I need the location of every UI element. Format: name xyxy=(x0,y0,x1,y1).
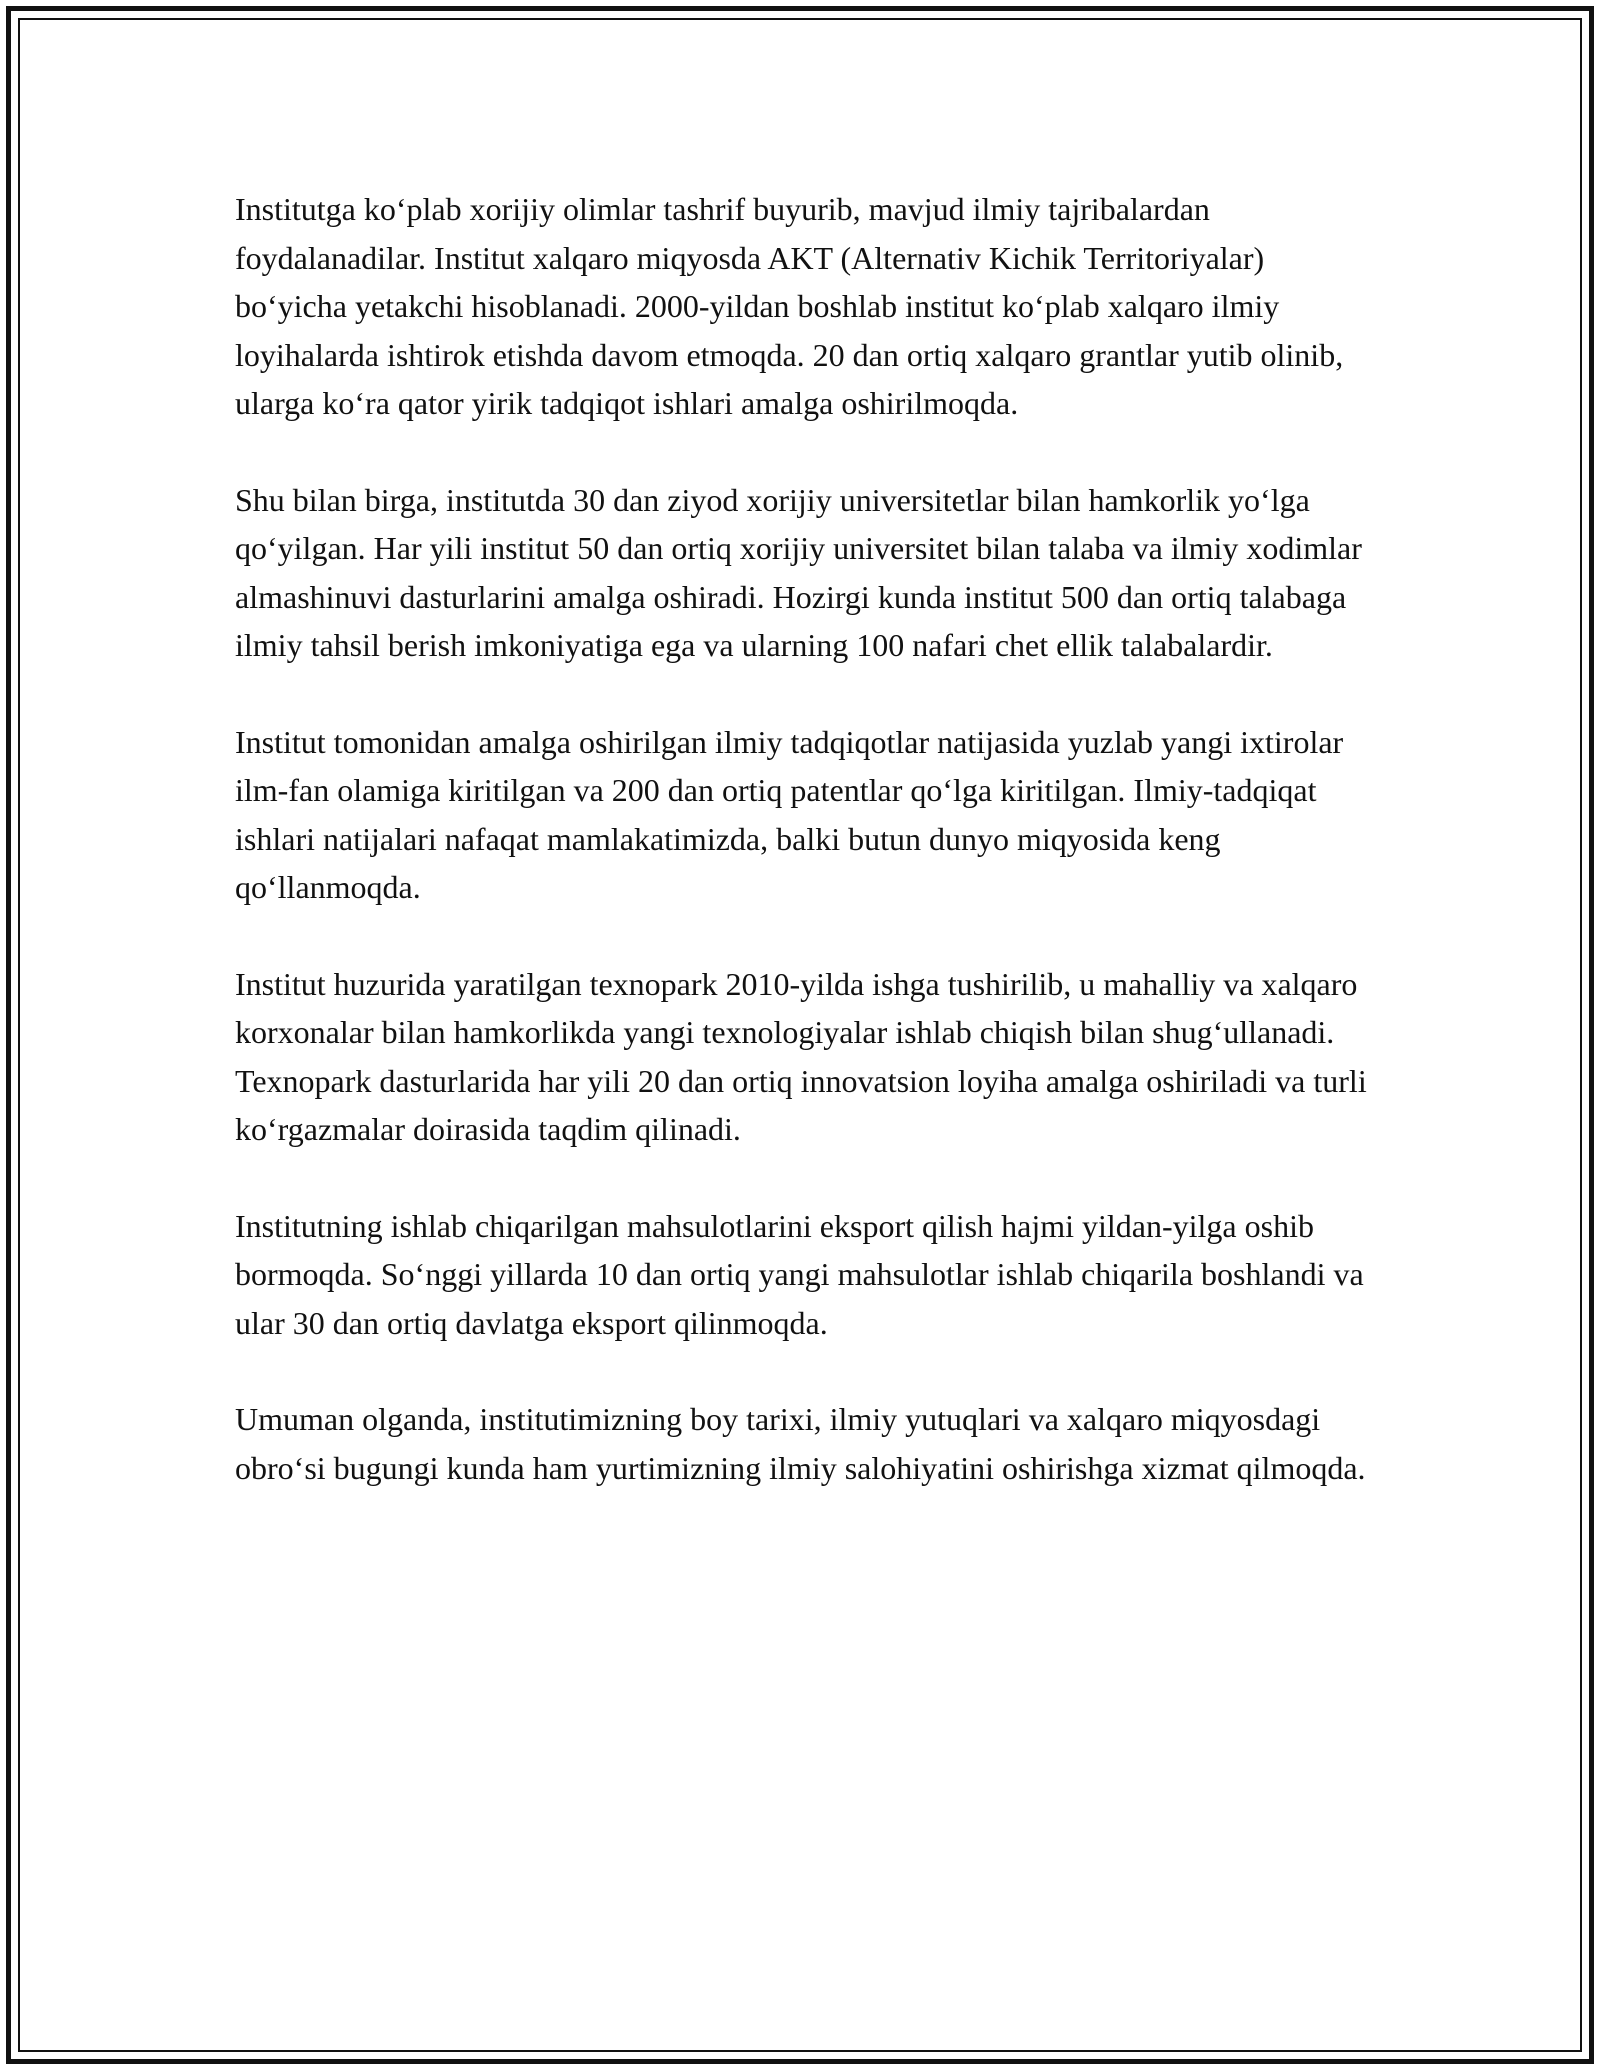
paragraph-1: Institutga koʻplab xorijiy olimlar tashrif buyurib, mavjud ilmiy tajribalardan foydalanadilar. Institut xalqaro miqyosda AKT (Alternativ Kichik Territoriyalar) boʻyicha yetakchi hisoblanadi. 2000-yildan boshlab institut koʻplab xalqaro ilmiy loyihalarda ishtirok etishda davom etmoqda. 20 dan ortiq xalqaro grantlar yutib olinib, ularga koʻra qator yirik tadqiqot ishlari amalga oshirilmoqda. xyxy=(235,191,1344,421)
paragraph-6: Umuman olganda, institutimizning boy tarixi, ilmiy yutuqlari va xalqaro miqyosdagi obroʻsi bugungi kunda ham yurtimizning ilmiy salohiyatini oshirishga xizmat qilmoqda. xyxy=(235,1401,1366,1486)
paragraph-5: Institutning ishlab chiqarilgan mahsulotlarini eksport qilish hajmi yildan-yilga oshib bormoqda. Soʻnggi yillarda 10 dan ortiq yangi mahsulotlar ishlab chiqarila boshlandi va ular 30 dan ortiq davlatga eksport qilinmoqda. xyxy=(235,1207,1364,1341)
document-body xyxy=(235,185,1375,1540)
paragraph-3: Institut tomonidan amalga oshirilgan ilmiy tadqiqotlar natijasida yuzlab yangi ixtirolar ilm-fan olamiga kiritilgan va 200 dan ortiq patentlar qoʻlga kiritilgan. Ilmiy-tadqiqat ishlari natijalari nafaqat mamlakatimizda, balki butun dunyo miqyosida keng qoʻllanmoqda. xyxy=(235,723,1344,905)
paragraph-4: Institut huzurida yaratilgan texnopark 2010-yilda ishga tushirilib, u mahalliy va xalqaro korxonalar bilan hamkorlikda yangi texnologiyalar ishlab chiqish bilan shugʻullanadi. Texnopark dasturlarida har yili 20 dan ortiq innovatsion loyiha amalga oshiriladi va turli koʻrgazmalar doirasida taqdim qilinadi. xyxy=(235,965,1367,1147)
paragraph-2: Shu bilan birga, institutda 30 dan ziyod xorijiy universitetlar bilan hamkorlik yoʻlga qoʻyilgan. Har yili institut 50 dan ortiq xorijiy universitet bilan talaba va ilmiy xodimlar almashinuvi dasturlarini amalga oshiradi. Hozirgi kunda institut 500 dan ortiq talabaga ilmiy tahsil berish imkoniyatiga ega va ularning 100 nafari chet ellik talabalardir. xyxy=(235,481,1362,663)
